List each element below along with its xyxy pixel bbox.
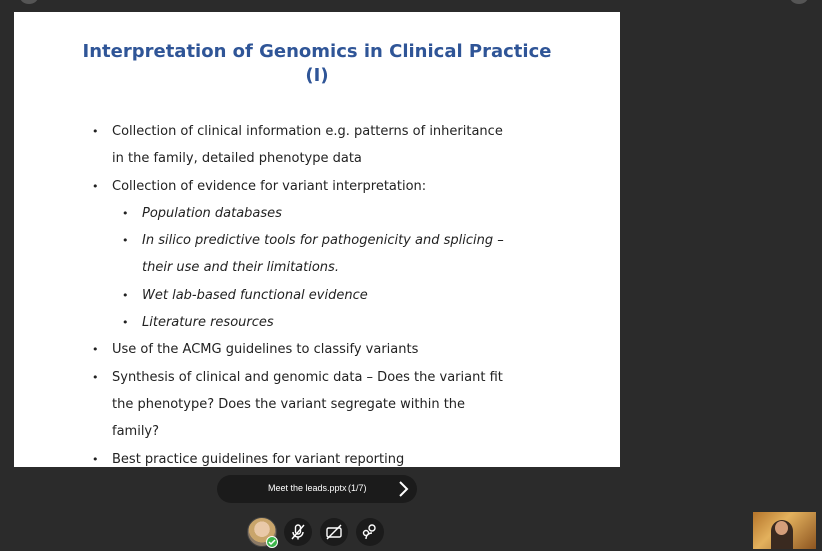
sub-bullet-item: • Wet lab-based functional evidence bbox=[92, 282, 512, 309]
bullet-item: • Collection of clinical information e.g. patterns of inheritance in the family, detailed phenotype data bbox=[92, 118, 512, 173]
check-icon bbox=[268, 538, 276, 546]
mic-off-icon bbox=[289, 523, 307, 541]
sub-bullet-item: • In silico predictive tools for pathogenicity and splicing – their use and their limitations. bbox=[92, 227, 512, 282]
slide-title-line1: Interpretation of Genomics in Clinical Practice bbox=[82, 41, 552, 62]
presentation-control-bar bbox=[217, 475, 417, 503]
stop-share-icon bbox=[361, 523, 379, 541]
participant-video-thumbnail[interactable] bbox=[753, 512, 816, 549]
next-slide-button[interactable] bbox=[393, 479, 413, 499]
chevron-right-icon bbox=[396, 480, 410, 498]
slide-title bbox=[14, 40, 620, 88]
window-corner-control bbox=[790, 0, 808, 4]
status-badge bbox=[266, 536, 278, 548]
presentation-filename: Meet the leads.pptx bbox=[268, 483, 347, 493]
avatar[interactable] bbox=[247, 517, 277, 547]
bullet-item: • Use of the ACMG guidelines to classify variants bbox=[92, 336, 512, 363]
participant-face bbox=[775, 521, 788, 535]
bullet-item: • Best practice guidelines for variant reporting bbox=[92, 446, 512, 473]
camera-button[interactable] bbox=[320, 518, 348, 546]
presentation-page-counter: (1/7) bbox=[348, 483, 367, 493]
camera-off-icon bbox=[325, 523, 343, 541]
slide-title-line2: (I) bbox=[305, 65, 329, 86]
sub-bullet-item: • Literature resources bbox=[92, 309, 512, 336]
share-button[interactable] bbox=[356, 518, 384, 546]
slide-bullet-list bbox=[92, 118, 512, 473]
presentation-slide bbox=[14, 12, 620, 467]
bullet-item: • Synthesis of clinical and genomic data – Does the variant fit the phenotype? Does the variant segregate within the family? bbox=[92, 364, 512, 446]
window-corner-control bbox=[20, 0, 38, 4]
bullet-item: • Collection of evidence for variant interpretation: bbox=[92, 173, 512, 200]
sub-bullet-item: • Population databases bbox=[92, 200, 512, 227]
mute-button[interactable] bbox=[284, 518, 312, 546]
